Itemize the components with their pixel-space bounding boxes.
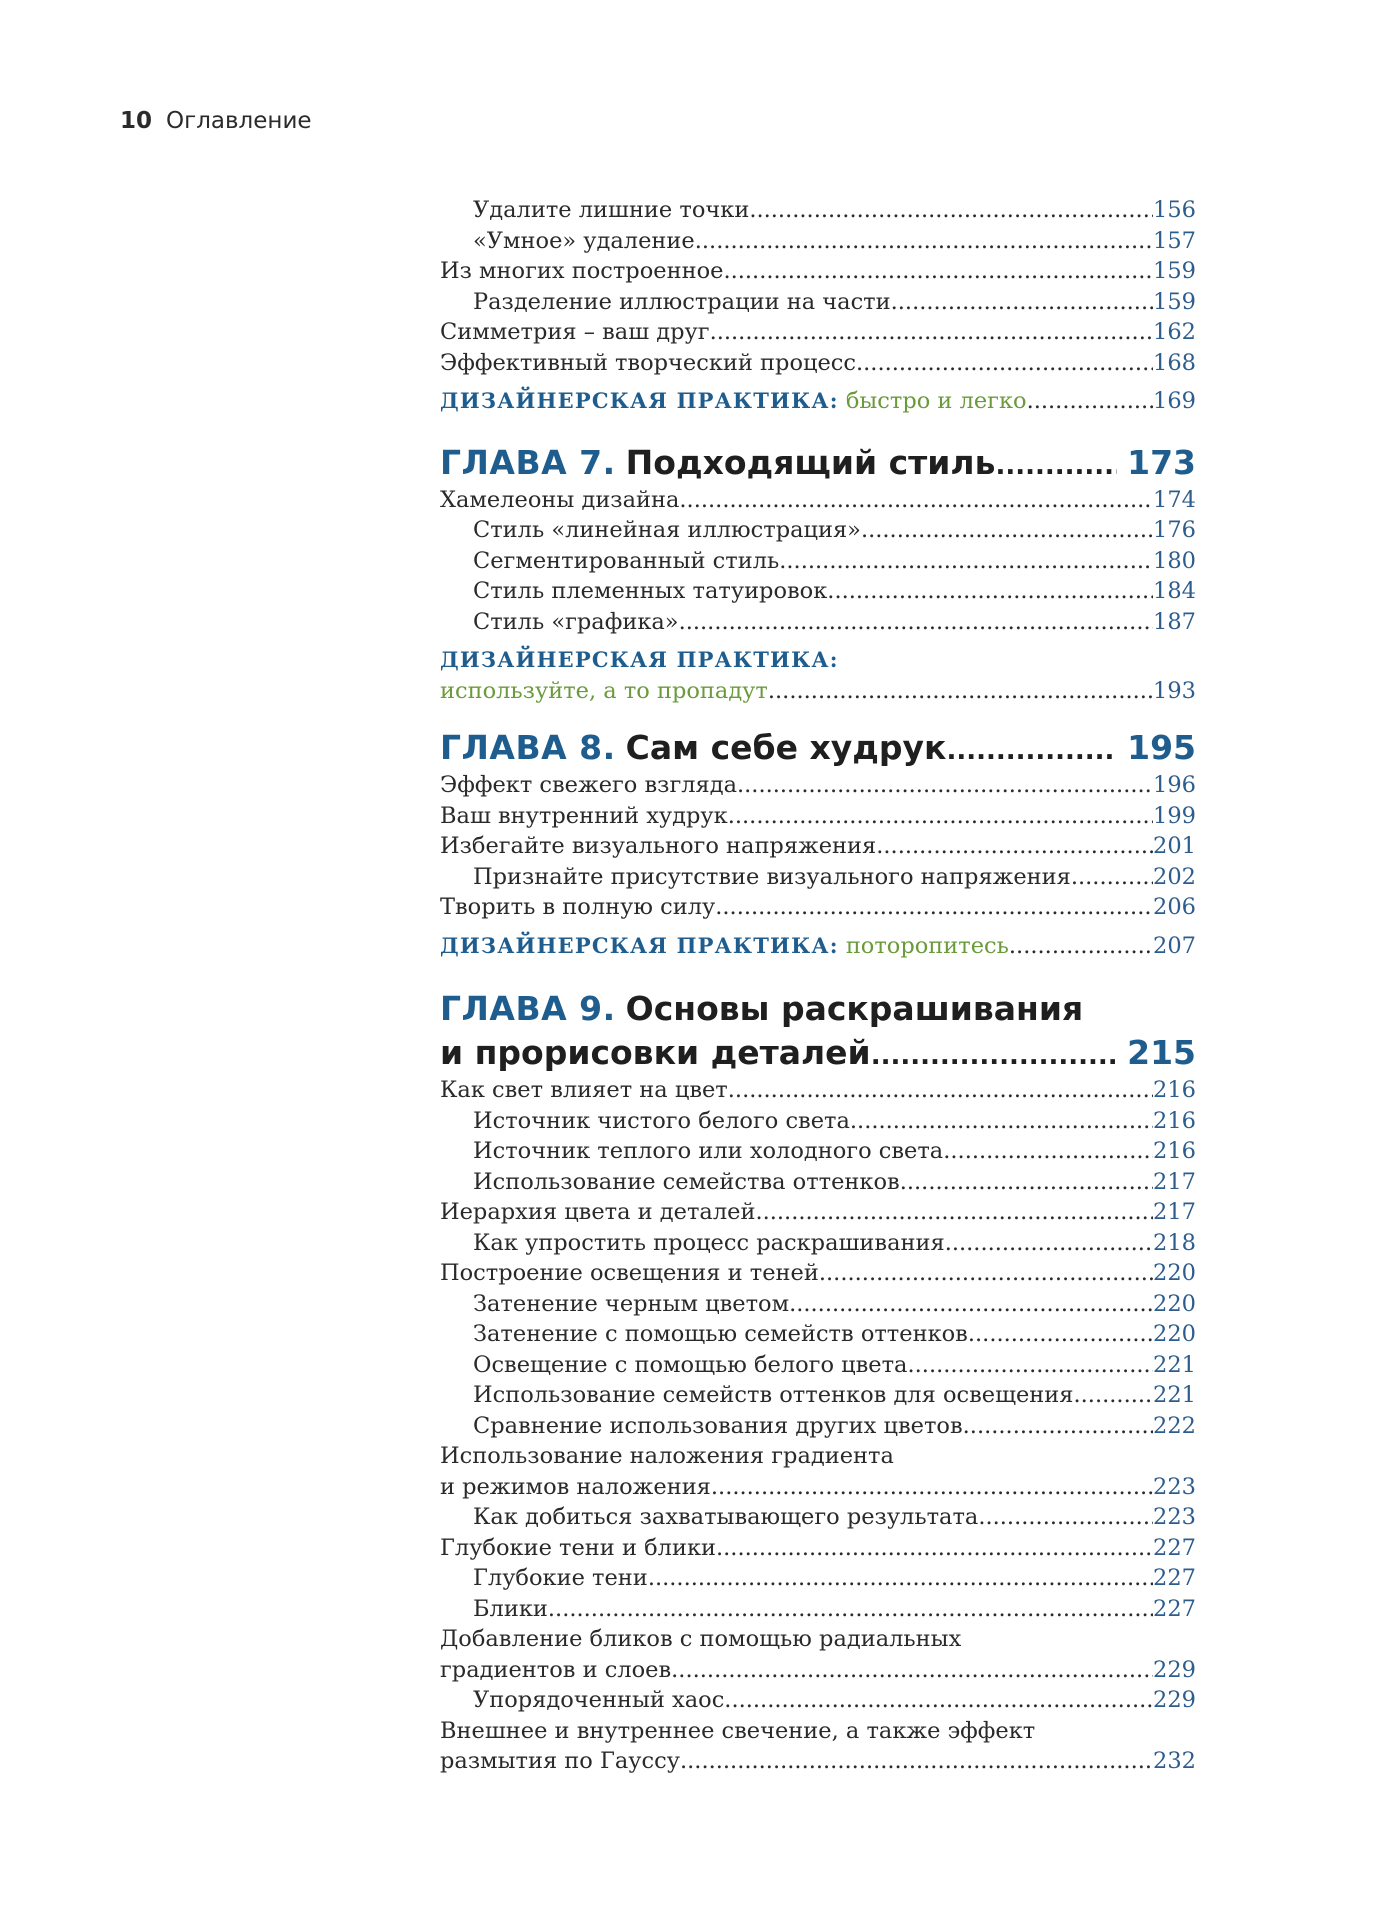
entry-page: 187 [1153, 608, 1196, 635]
entry-title: Использование наложения градиента [440, 1443, 894, 1469]
leader-dots [679, 485, 1153, 516]
practice-title: быстро и легко [845, 388, 1027, 414]
entry-title: Творить в полную силу [440, 894, 716, 920]
entry-title: Освещение с помощью белого цвета [473, 1351, 908, 1378]
leader-dots [695, 226, 1153, 257]
chapter-label: ГЛАВА 7. [440, 442, 616, 482]
entry-title: Блики [473, 1595, 548, 1622]
toc-entry[interactable] [440, 607, 1196, 638]
leader-dots [995, 444, 1117, 488]
entry-title: Сравнение использования других цветов [473, 1412, 963, 1439]
toc-entry[interactable] [440, 226, 1196, 257]
entry-page: 220 [1153, 1321, 1196, 1347]
entry-page: 223 [1153, 1473, 1196, 1500]
toc-entry[interactable] [440, 1167, 1196, 1198]
leader-dots [1027, 386, 1153, 417]
leader-dots [850, 1106, 1153, 1137]
entry-page: 227 [1153, 1565, 1196, 1591]
entry-page: 229 [1153, 1687, 1196, 1713]
entry-page: 216 [1153, 1077, 1196, 1103]
toc-entry[interactable] [440, 1319, 1196, 1350]
chapter-page: 215 [1127, 1033, 1196, 1072]
running-head [120, 108, 312, 134]
entry-page: 162 [1153, 319, 1196, 345]
leader-dots [856, 348, 1153, 379]
page-number: 10 [120, 108, 153, 134]
practice-title: используйте, а то пропадут [440, 677, 768, 704]
chapter-7-heading[interactable] [440, 441, 1196, 485]
leader-dots [548, 1594, 1153, 1625]
leader-dots [891, 287, 1153, 318]
practice-entry[interactable] [440, 931, 1196, 962]
leader-dots [963, 1411, 1153, 1442]
chapter-page: 173 [1127, 442, 1196, 482]
entry-title: Эффективный творческий процесс [440, 349, 856, 376]
leader-dots [716, 1533, 1153, 1564]
chapter-9-entries [440, 1075, 1196, 1777]
toc-entry[interactable] [440, 1685, 1196, 1716]
entry-title-continuation: и режимов наложения [440, 1473, 711, 1500]
entry-title: Как добиться захватывающего результата [473, 1504, 979, 1530]
chapter-8-entries [440, 770, 1196, 923]
leader-dots [827, 576, 1153, 607]
leader-dots [728, 1075, 1153, 1106]
toc-entry-first-line[interactable] [440, 1441, 1196, 1472]
toc-entry[interactable] [440, 576, 1196, 607]
entry-page: 221 [1153, 1351, 1196, 1378]
toc-entry[interactable] [440, 770, 1196, 801]
leader-dots [671, 1655, 1153, 1686]
entry-page: 216 [1153, 1138, 1196, 1164]
chapter-8-heading[interactable] [440, 726, 1196, 770]
leader-dots [737, 770, 1153, 801]
entry-page: 206 [1153, 894, 1196, 920]
entry-page: 222 [1153, 1412, 1196, 1439]
leader-dots [779, 546, 1153, 577]
practice-title: поторопитесь [845, 932, 1009, 959]
chapter-title: Сам себе худрук [625, 728, 947, 767]
leader-dots [861, 515, 1153, 546]
practice-page: 207 [1153, 932, 1196, 959]
entry-title: Глубокие тени [473, 1565, 648, 1591]
toc-entry[interactable] [440, 1472, 1196, 1503]
entry-title: Затенение черным цветом [473, 1290, 790, 1317]
leader-dots [755, 1197, 1153, 1228]
entry-title: Признайте присутствие визуального напряжения [473, 863, 1071, 890]
leader-dots [943, 1136, 1153, 1167]
toc-entry[interactable] [440, 317, 1196, 348]
entry-page: 217 [1153, 1168, 1196, 1195]
leader-dots [711, 1472, 1153, 1503]
leader-dots [1009, 931, 1153, 962]
entry-title: Симметрия – ваш друг [440, 319, 710, 345]
entry-page: 174 [1153, 486, 1196, 513]
entry-page: 227 [1153, 1595, 1196, 1622]
entry-page: 229 [1153, 1656, 1196, 1683]
leader-dots [946, 729, 1117, 773]
leader-dots [1074, 1380, 1154, 1411]
toc-entry[interactable] [440, 1380, 1196, 1411]
leader-dots [723, 256, 1153, 287]
practice-entry[interactable] [440, 386, 1196, 417]
toc-entry[interactable] [440, 1258, 1196, 1289]
chapter-label: ГЛАВА 9. [440, 989, 616, 1028]
toc-entry[interactable] [440, 348, 1196, 379]
entry-page: 232 [1153, 1748, 1196, 1774]
toc-entry[interactable] [440, 892, 1196, 923]
toc-entry-first-line[interactable] [440, 1624, 1196, 1655]
entry-page: 176 [1153, 517, 1196, 543]
chapter-label: ГЛАВА 8. [440, 728, 616, 767]
chapter-9-heading-line1[interactable] [440, 987, 1196, 1031]
entry-title: Как свет влияет на цвет [440, 1077, 728, 1103]
toc-entry[interactable] [440, 1533, 1196, 1564]
toc-entry[interactable] [440, 1502, 1196, 1533]
entry-title: Ваш внутренний худрук [440, 802, 728, 829]
toc-entry[interactable] [440, 256, 1196, 287]
practice-label: ДИЗАЙНЕРСКАЯ ПРАКТИКА: [440, 388, 839, 413]
entry-title: Избегайте визуального напряжения [440, 833, 877, 859]
toc-entry[interactable] [440, 515, 1196, 546]
leader-dots [876, 831, 1153, 862]
entry-page: 223 [1153, 1504, 1196, 1530]
entry-title: Хамелеоны дизайна [440, 486, 680, 513]
entry-title: Из многих построенное [440, 258, 724, 284]
entry-title-continuation: градиентов и слоев [440, 1656, 672, 1683]
entry-page: 221 [1153, 1382, 1196, 1408]
practice-label: ДИЗАЙНЕРСКАЯ ПРАКТИКА: [440, 932, 839, 958]
toc-entry[interactable] [440, 1197, 1196, 1228]
toc-entry[interactable] [440, 1563, 1196, 1594]
entry-title: Затенение с помощью семейств оттенков [473, 1321, 968, 1347]
entry-page: 168 [1153, 349, 1196, 376]
chapter-title: Подходящий стиль [625, 442, 996, 482]
toc-entry-first-line[interactable] [440, 1716, 1196, 1747]
toc-entry[interactable] [440, 195, 1196, 226]
leader-dots [907, 1350, 1153, 1381]
toc-entry[interactable] [440, 1746, 1196, 1777]
toc-entry[interactable] [440, 1655, 1196, 1686]
leader-dots [968, 1319, 1153, 1350]
entry-page: 217 [1153, 1199, 1196, 1225]
leader-dots [1071, 862, 1153, 893]
entry-page: 184 [1153, 578, 1196, 604]
toc-entry[interactable] [440, 287, 1196, 318]
leader-dots [680, 1746, 1153, 1777]
entry-page: 199 [1153, 802, 1196, 829]
leader-dots [710, 317, 1153, 348]
table-of-contents [440, 195, 1196, 1777]
leader-dots [728, 801, 1153, 832]
entry-page: 159 [1153, 258, 1196, 284]
toc-entry[interactable] [440, 1106, 1196, 1137]
entry-page: 202 [1153, 863, 1196, 890]
entry-title: Стиль «линейная иллюстрация» [473, 517, 861, 543]
leader-dots [871, 1034, 1117, 1078]
entry-page: 159 [1153, 288, 1196, 315]
running-title: Оглавление [166, 108, 312, 134]
practice-page: 193 [1153, 677, 1196, 704]
entry-title: Добавление бликов с помощью радиальных [440, 1626, 962, 1652]
leader-dots [819, 1258, 1153, 1289]
chapter-title-line1: Основы раскрашивания [625, 989, 1084, 1028]
entry-title: Источник теплого или холодного света [473, 1138, 944, 1164]
toc-entry[interactable] [440, 485, 1196, 516]
entry-title-continuation: размытия по Гауссу [440, 1748, 680, 1774]
leader-dots [900, 1167, 1153, 1198]
entry-page: 216 [1153, 1107, 1196, 1134]
practice-page: 169 [1153, 388, 1196, 414]
entry-title: Как упростить процесс раскрашивания [473, 1229, 945, 1256]
leader-dots [945, 1228, 1153, 1259]
entry-page: 227 [1153, 1534, 1196, 1561]
entry-title: Иерархия цвета и деталей [440, 1199, 756, 1225]
entry-title: «Умное» удаление [473, 227, 695, 254]
chapter-7-entries [440, 485, 1196, 638]
toc-entry[interactable] [440, 1594, 1196, 1625]
entry-title: Внешнее и внутреннее свечение, а также эффект [440, 1717, 1036, 1744]
toc-entry[interactable] [440, 1411, 1196, 1442]
entry-title: Стиль «графика» [473, 608, 679, 635]
toc-entry[interactable] [440, 1136, 1196, 1167]
leader-dots [749, 195, 1153, 226]
leader-dots [978, 1502, 1153, 1533]
entry-title: Стиль племенных татуировок [473, 578, 828, 604]
entry-page: 157 [1153, 227, 1196, 254]
leader-dots [679, 607, 1153, 638]
entry-title: Использование семейства оттенков [473, 1168, 900, 1195]
leader-dots [789, 1289, 1153, 1320]
chapter-title-line2: и прорисовки деталей [440, 1033, 871, 1072]
toc-entry[interactable] [440, 546, 1196, 577]
leader-dots [768, 676, 1153, 707]
leader-dots [715, 892, 1153, 923]
entry-page: 220 [1153, 1290, 1196, 1317]
toc-entry[interactable] [440, 862, 1196, 893]
entry-title: Упорядоченный хаос [473, 1687, 725, 1713]
toc-entry[interactable] [440, 1228, 1196, 1259]
pre-entries [440, 195, 1196, 378]
entry-title: Разделение иллюстрации на части [473, 288, 891, 315]
entry-title: Построение освещения и теней [440, 1260, 819, 1286]
practice-label: ДИЗАЙНЕРСКАЯ ПРАКТИКА: [440, 647, 839, 672]
entry-page: 201 [1153, 833, 1196, 859]
entry-page: 196 [1153, 772, 1196, 798]
toc-entry[interactable] [440, 1075, 1196, 1106]
toc-entry[interactable] [440, 1289, 1196, 1320]
chapter-page: 195 [1127, 728, 1196, 767]
chapter-9-heading-line2[interactable] [440, 1031, 1196, 1075]
entry-title: Удалите лишние точки [473, 197, 750, 223]
toc-entry[interactable] [440, 801, 1196, 832]
entry-title: Глубокие тени и блики [440, 1534, 716, 1561]
leader-dots [724, 1685, 1153, 1716]
leader-dots [648, 1563, 1153, 1594]
entry-title: Эффект свежего взгляда [440, 772, 737, 798]
entry-page: 180 [1153, 547, 1196, 574]
entry-page: 156 [1153, 197, 1196, 223]
entry-page: 220 [1153, 1260, 1196, 1286]
entry-title: Источник чистого белого света [473, 1107, 850, 1134]
toc-entry[interactable] [440, 831, 1196, 862]
entry-page: 218 [1153, 1229, 1196, 1256]
entry-title: Использование семейств оттенков для освещения [473, 1382, 1074, 1408]
practice-entry[interactable] [440, 676, 1196, 707]
entry-title: Сегментированный стиль [473, 547, 780, 574]
toc-entry[interactable] [440, 1350, 1196, 1381]
